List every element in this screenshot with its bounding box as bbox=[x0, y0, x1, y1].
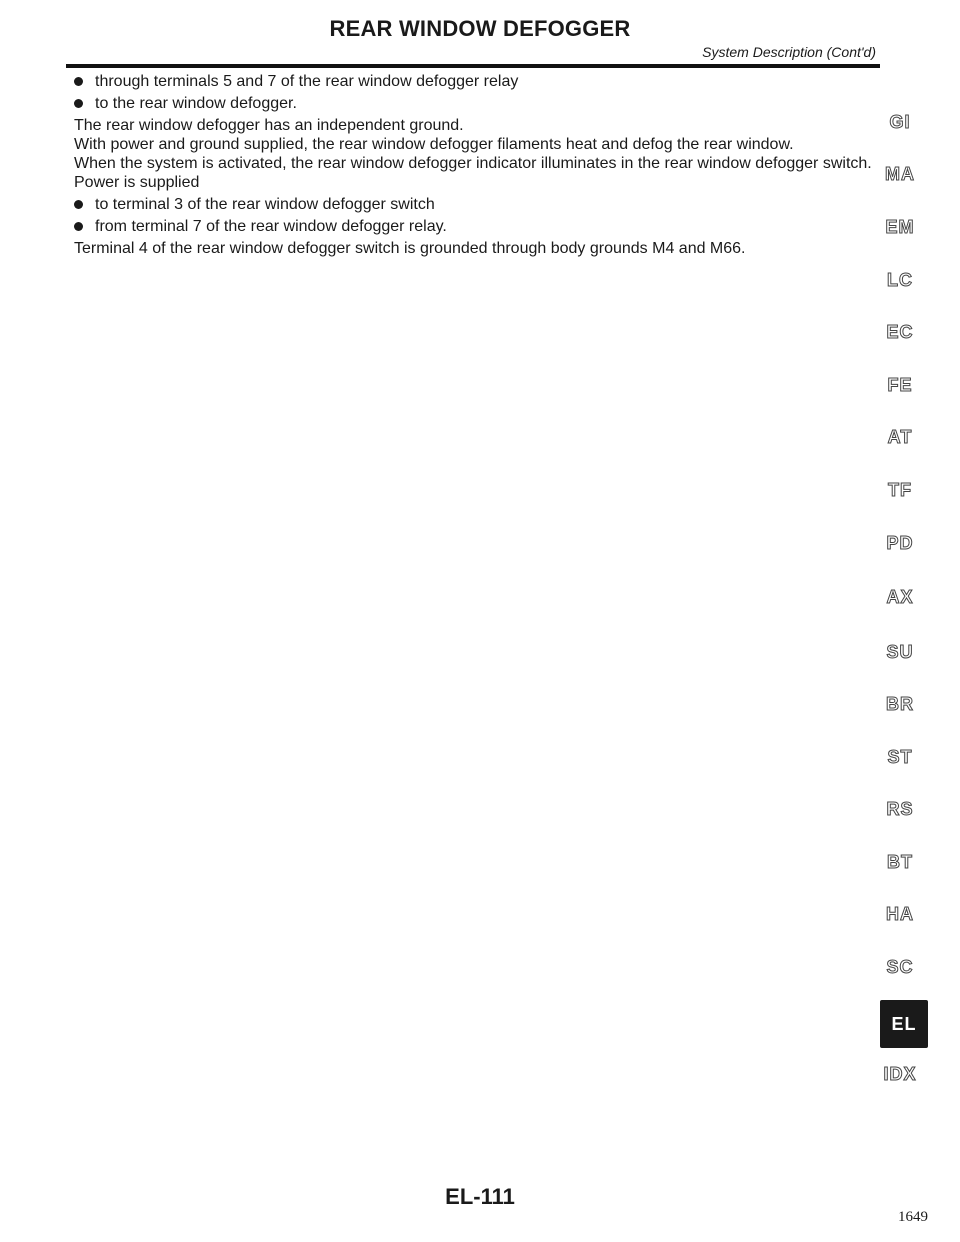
sidebar-tab-el-active[interactable]: EL bbox=[880, 1000, 928, 1048]
sidebar-tab-idx[interactable]: IDX bbox=[883, 1064, 917, 1084]
bullet-text: from terminal 7 of the rear window defogger relay. bbox=[95, 218, 447, 235]
bullet-text: through terminals 5 and 7 of the rear window defogger relay bbox=[95, 73, 519, 90]
sidebar-tab-em[interactable]: EM bbox=[885, 217, 915, 237]
bullet-dot-icon bbox=[74, 222, 83, 231]
sidebar-tab-ha[interactable]: HA bbox=[886, 904, 914, 924]
sidebar-tab-st[interactable]: ST bbox=[887, 747, 913, 767]
bullet-dot-icon bbox=[74, 77, 83, 86]
sidebar-tab-br[interactable]: BR bbox=[886, 694, 914, 714]
bullet-item bbox=[74, 195, 884, 214]
sidebar-tab-ax[interactable]: AX bbox=[886, 587, 914, 607]
sidebar-tab-sc[interactable]: SC bbox=[886, 957, 914, 977]
sidebar-tab-rs[interactable]: RS bbox=[886, 799, 914, 819]
paragraph: When the system is activated, the rear window defogger indicator illuminates in the rear window defogger switch. bbox=[74, 155, 872, 172]
sidebar-tab-lc[interactable]: LC bbox=[887, 270, 913, 290]
body-text bbox=[74, 72, 884, 258]
bullet-text: to terminal 3 of the rear window defogger switch bbox=[95, 196, 435, 213]
bullet-item bbox=[74, 217, 884, 236]
print-number: 1649 bbox=[898, 1209, 928, 1225]
bullet-item bbox=[74, 94, 884, 113]
page-number: EL-111 bbox=[445, 1184, 515, 1209]
sidebar-tab-su[interactable]: SU bbox=[886, 642, 914, 662]
section-subtitle: System Description (Cont'd) bbox=[702, 44, 876, 60]
sidebar-tab-ma[interactable]: MA bbox=[885, 164, 915, 184]
bullet-text: to the rear window defogger. bbox=[95, 95, 297, 112]
bullet-dot-icon bbox=[74, 200, 83, 209]
sidebar-tab-ec[interactable]: EC bbox=[886, 322, 914, 342]
header-rule bbox=[66, 64, 880, 68]
page-title: REAR WINDOW DEFOGGER bbox=[329, 16, 631, 41]
sidebar-tab-bt[interactable]: BT bbox=[887, 852, 913, 872]
paragraph: With power and ground supplied, the rear window defogger filaments heat and defog the rear window. bbox=[74, 136, 794, 153]
sidebar-tab-fe[interactable]: FE bbox=[887, 375, 913, 395]
sidebar-tab-at[interactable]: AT bbox=[887, 427, 913, 447]
paragraph: Power is supplied bbox=[74, 174, 200, 191]
paragraph: Terminal 4 of the rear window defogger switch is grounded through body grounds M4 and M66. bbox=[74, 240, 746, 257]
sidebar-tab-pd[interactable]: PD bbox=[886, 533, 914, 553]
bullet-dot-icon bbox=[74, 99, 83, 108]
sidebar-tab-tf[interactable]: TF bbox=[888, 480, 912, 500]
bullet-item bbox=[74, 72, 884, 91]
sidebar-tab-gi[interactable]: GI bbox=[889, 112, 911, 132]
paragraph: The rear window defogger has an independent ground. bbox=[74, 117, 464, 134]
